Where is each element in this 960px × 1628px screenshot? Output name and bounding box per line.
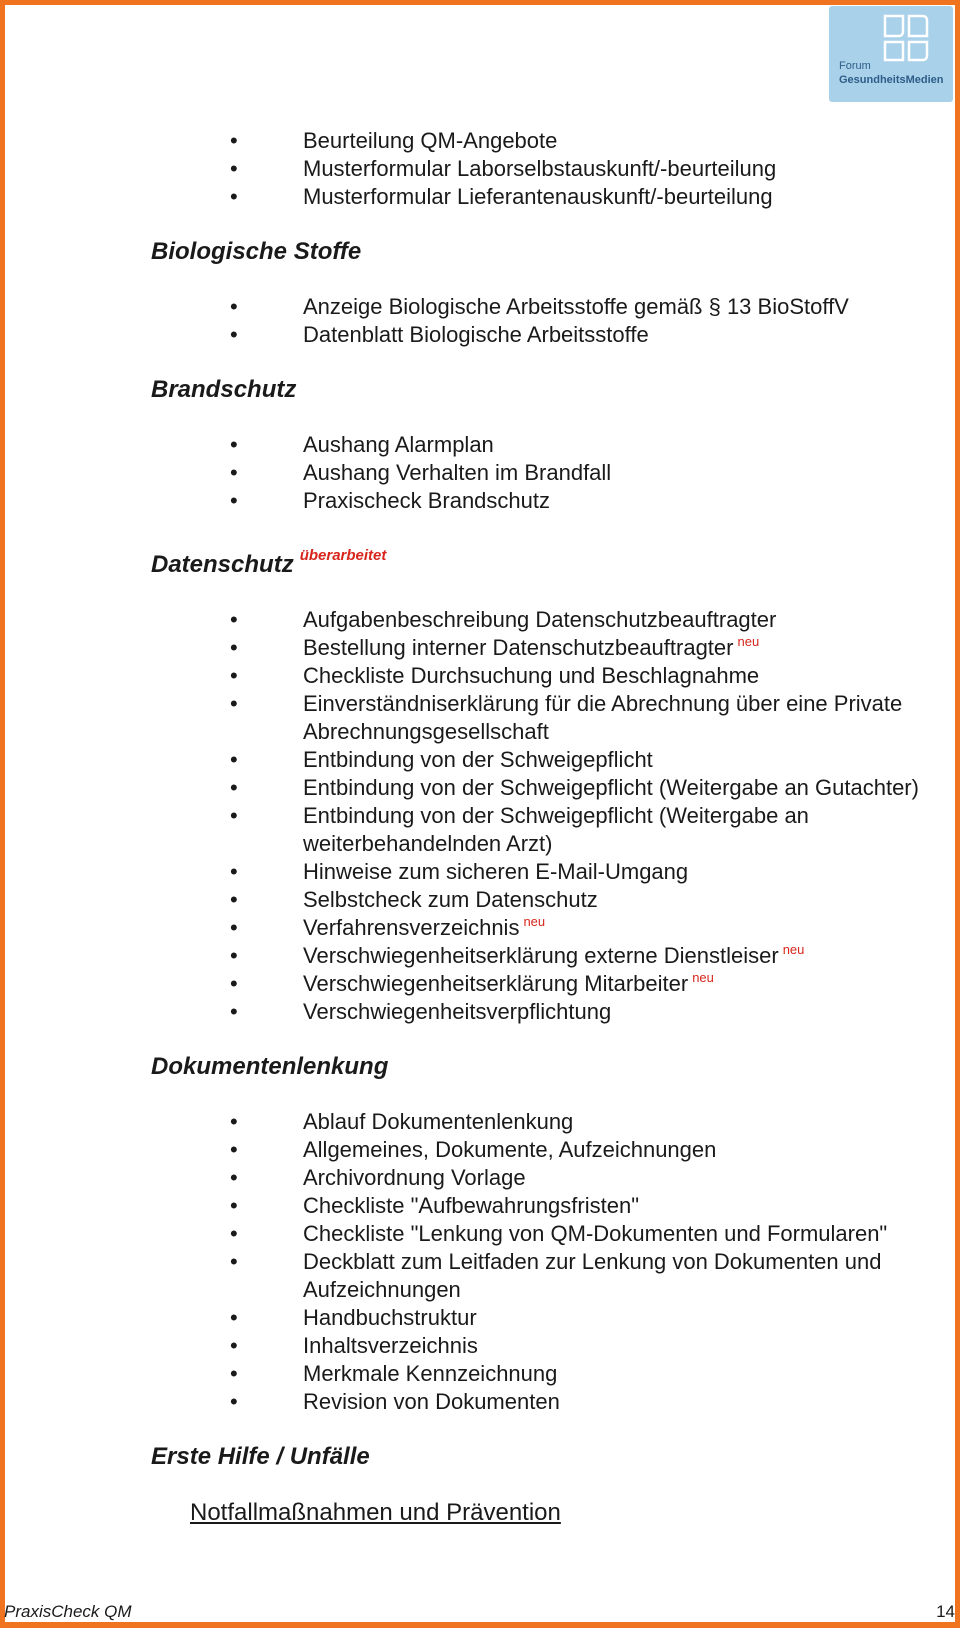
- list-item: [0, 634, 960, 662]
- forum-gesundheitsmedien-logo: [829, 6, 953, 102]
- list-item-text: Verschwiegenheitsverpflichtung: [303, 999, 612, 1024]
- list-item: [0, 690, 960, 746]
- list-item-text: Merkmale Kennzeichnung: [303, 1361, 558, 1386]
- bullet-icon: •: [230, 943, 238, 968]
- list-item-text: Aufgabenbeschreibung Datenschutzbeauftragter: [303, 607, 777, 632]
- bullet-icon: •: [230, 1137, 238, 1162]
- list-item: [0, 127, 960, 155]
- list-item-text: Verschwiegenheitserklärung Mitarbeiter: [303, 971, 689, 996]
- daten-list: [0, 606, 960, 1026]
- list-item: [0, 487, 960, 515]
- bullet-icon: •: [230, 607, 238, 632]
- bullet-icon: •: [230, 859, 238, 884]
- list-item-text: Revision von Dokumenten: [303, 1389, 560, 1414]
- heading-datenschutz: [0, 541, 960, 580]
- list-item-text: Archivordnung Vorlage: [303, 1165, 526, 1190]
- list-item: [0, 886, 960, 914]
- list-item-text: Beurteilung QM-Angebote: [303, 128, 558, 153]
- bullet-icon: •: [230, 460, 238, 485]
- bullet-icon: •: [230, 156, 238, 181]
- bullet-icon: •: [230, 432, 238, 457]
- list-item-text: Datenblatt Biologische Arbeitsstoffe: [303, 322, 649, 347]
- list-item-text: Anzeige Biologische Arbeitsstoffe gemäß § 13 BioStoffV: [303, 294, 849, 319]
- logo-text-forum: Forum: [839, 60, 871, 72]
- list-item: [0, 1220, 960, 1248]
- new-badge: neu: [737, 634, 760, 649]
- list-item: [0, 1136, 960, 1164]
- heading-erste-hilfe: Erste Hilfe / Unfälle: [151, 1443, 370, 1470]
- list-item: [0, 998, 960, 1026]
- list-item: [0, 1360, 960, 1388]
- bullet-icon: •: [230, 184, 238, 209]
- list-item-text: Entbindung von der Schweigepflicht (Weitergabe an weiterbehandelnden Arzt): [303, 803, 809, 856]
- bullet-icon: •: [230, 775, 238, 800]
- bullet-icon: •: [230, 887, 238, 912]
- list-item-text: Checkliste "Lenkung von QM-Dokumenten und Formularen": [303, 1221, 888, 1246]
- list-item-text: Ablauf Dokumentenlenkung: [303, 1109, 574, 1134]
- list-item: [0, 858, 960, 886]
- list-item: [0, 459, 960, 487]
- list-item-text: Handbuchstruktur: [303, 1305, 477, 1330]
- list-item-text: Musterformular Laborselbstauskunft/-beurteilung: [303, 156, 777, 181]
- list-item: [0, 1192, 960, 1220]
- document-body: [0, 127, 960, 1528]
- bullet-icon: •: [230, 747, 238, 772]
- logo-leaf-icon: [829, 6, 953, 102]
- doku-list: [0, 1108, 960, 1416]
- bullet-icon: •: [230, 1249, 238, 1274]
- heading-brandschutz: Brandschutz: [151, 376, 297, 403]
- bullet-icon: •: [230, 294, 238, 319]
- bullet-icon: •: [230, 1305, 238, 1330]
- list-item: [0, 802, 960, 858]
- bullet-icon: •: [230, 803, 238, 828]
- list-item: [0, 1304, 960, 1332]
- list-item-text: Inhaltsverzeichnis: [303, 1333, 478, 1358]
- list-item: [0, 1248, 960, 1304]
- list-item: [0, 293, 960, 321]
- bullet-icon: •: [230, 1193, 238, 1218]
- bullet-icon: •: [230, 1333, 238, 1358]
- bullet-icon: •: [230, 1389, 238, 1414]
- bullet-icon: •: [230, 1221, 238, 1246]
- list-item-text: Checkliste Durchsuchung und Beschlagnahme: [303, 663, 760, 688]
- list-item: [0, 1108, 960, 1136]
- list-item-text: Entbindung von der Schweigepflicht: [303, 747, 653, 772]
- list-item: [0, 914, 960, 942]
- list-item: [0, 746, 960, 774]
- list-item: [0, 606, 960, 634]
- list-item: [0, 662, 960, 690]
- bullet-icon: •: [230, 1165, 238, 1190]
- new-badge: neu: [782, 942, 805, 957]
- bullet-icon: •: [230, 915, 238, 940]
- list-item-text: Checkliste "Aufbewahrungsfristen": [303, 1193, 640, 1218]
- list-item-text: Deckblatt zum Leitfaden zur Lenkung von Dokumenten und Aufzeichnungen: [303, 1249, 882, 1302]
- revised-badge: überarbeitet: [299, 547, 387, 564]
- list-item: [0, 970, 960, 998]
- list-item: [0, 942, 960, 970]
- list-item-text: Verfahrensverzeichnis: [303, 915, 520, 940]
- bullet-icon: •: [230, 635, 238, 660]
- list-item-text: Selbstcheck zum Datenschutz: [303, 887, 598, 912]
- list-item-text: Praxischeck Brandschutz: [303, 488, 550, 513]
- list-item: [0, 431, 960, 459]
- new-badge: neu: [523, 914, 546, 929]
- brand-list: [0, 431, 960, 515]
- bullet-icon: •: [230, 971, 238, 996]
- bullet-icon: •: [230, 488, 238, 513]
- list-item: [0, 1332, 960, 1360]
- list-item-text: Allgemeines, Dokumente, Aufzeichnungen: [303, 1137, 717, 1162]
- bullet-icon: •: [230, 1109, 238, 1134]
- footer-title: PraxisCheck QM: [4, 1602, 132, 1621]
- heading-text: Datenschutz: [151, 551, 294, 578]
- bullet-icon: •: [230, 663, 238, 688]
- list-item-text: Aushang Alarmplan: [303, 432, 494, 457]
- list-item-text: Musterformular Lieferantenauskunft/-beurteilung: [303, 184, 773, 209]
- list-item: [0, 1164, 960, 1192]
- list-item: [0, 155, 960, 183]
- list-item-text: Aushang Verhalten im Brandfall: [303, 460, 612, 485]
- list-item: [0, 183, 960, 211]
- list-item-text: Verschwiegenheitserklärung externe Dienstleiser: [303, 943, 779, 968]
- heading-dokumentenlenkung: Dokumentenlenkung: [151, 1053, 389, 1080]
- list-item-text: Bestellung interner Datenschutzbeauftragter: [303, 635, 734, 660]
- list-item: [0, 774, 960, 802]
- list-item-text: Hinweise zum sicheren E-Mail-Umgang: [303, 859, 689, 884]
- list-item: [0, 321, 960, 349]
- bio-list: [0, 293, 960, 349]
- logo-text-gesundheitsmedien: GesundheitsMedien: [839, 74, 944, 86]
- intro-list: [0, 127, 960, 211]
- bullet-icon: •: [230, 128, 238, 153]
- bullet-icon: •: [230, 999, 238, 1024]
- bullet-icon: •: [230, 1361, 238, 1386]
- list-item-text: Entbindung von der Schweigepflicht (Weitergabe an Gutachter): [303, 775, 919, 800]
- list-item-text: Einverständniserklärung für die Abrechnung über eine Private Abrechnungsgesellschaft: [303, 691, 903, 744]
- bullet-icon: •: [230, 691, 238, 716]
- page-number: 14: [936, 1602, 955, 1621]
- notfall-link[interactable]: Notfallmaßnahmen und Prävention: [190, 1499, 561, 1526]
- bullet-icon: •: [230, 322, 238, 347]
- heading-biologische-stoffe: Biologische Stoffe: [151, 238, 362, 265]
- list-item: [0, 1388, 960, 1416]
- new-badge: neu: [692, 970, 714, 985]
